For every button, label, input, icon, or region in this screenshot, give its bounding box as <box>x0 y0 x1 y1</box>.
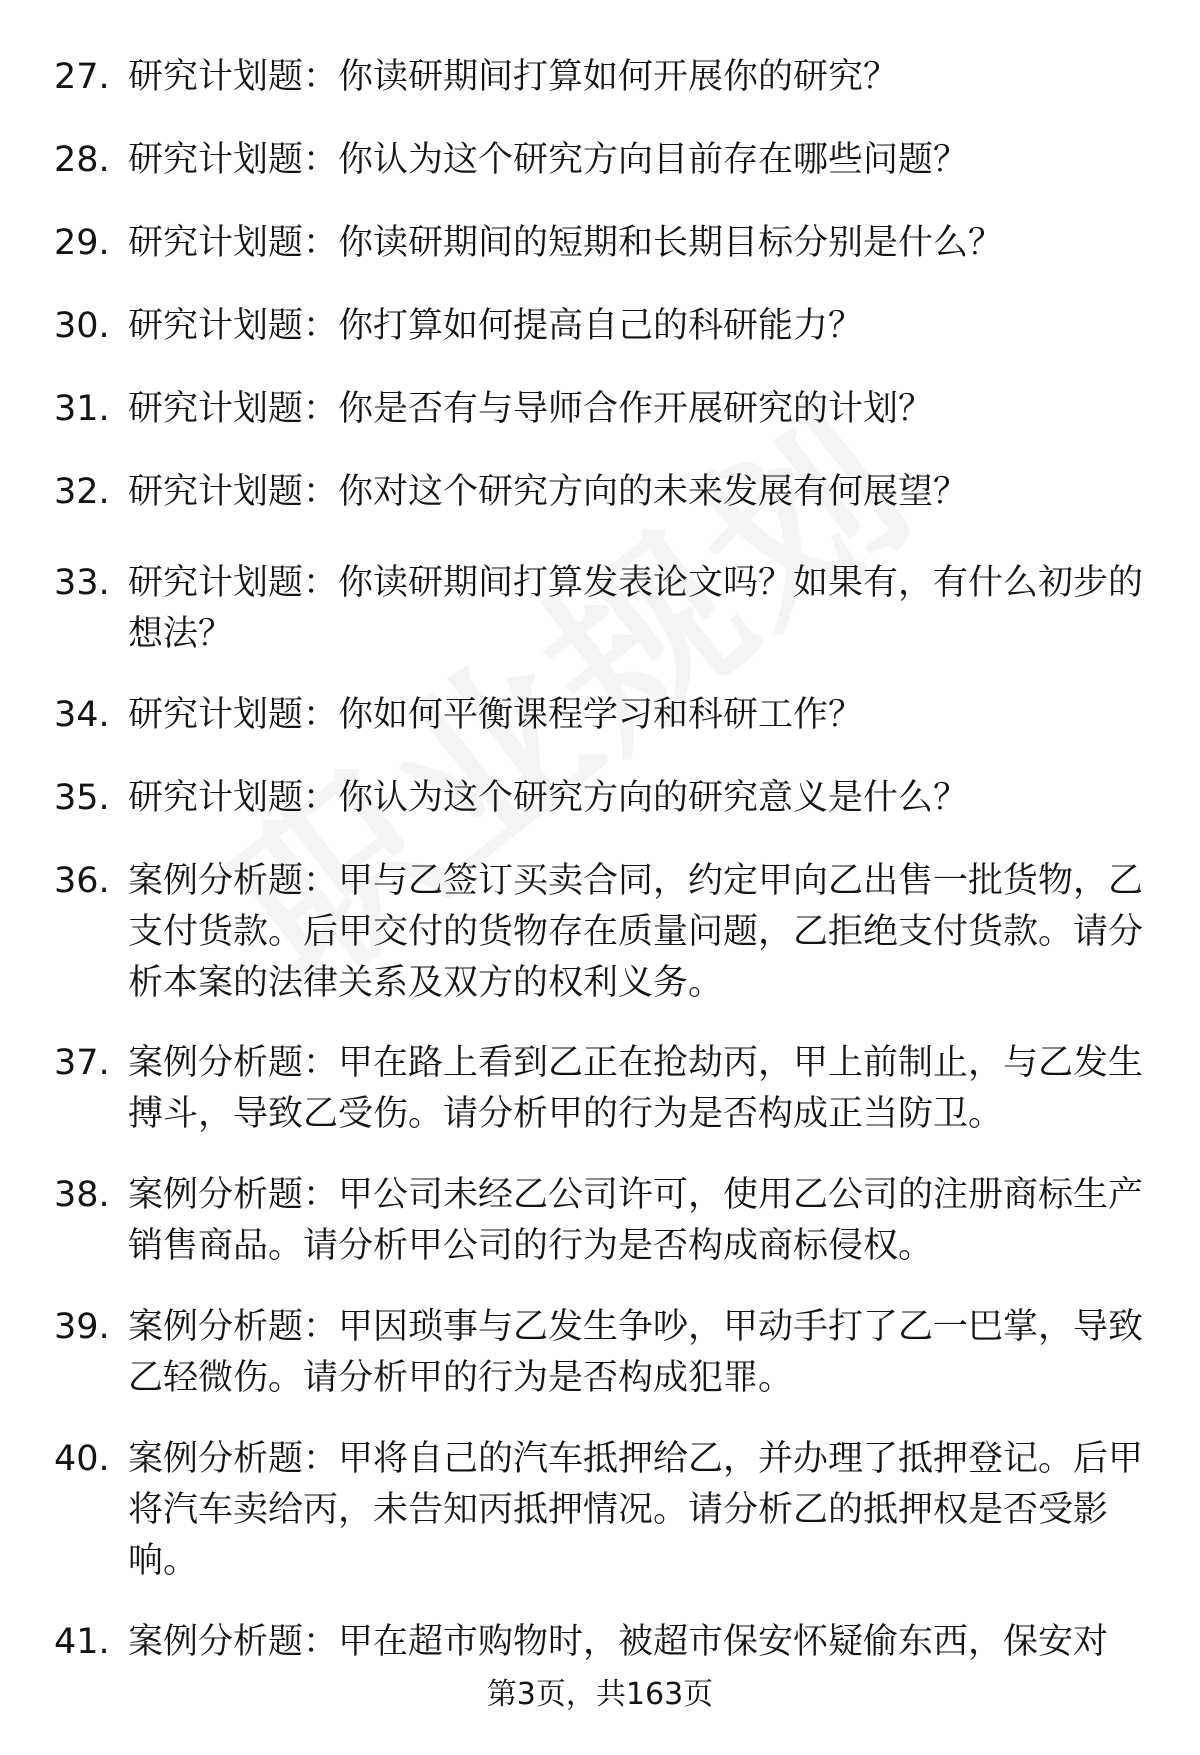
question-text: 研究计划题：你认为这个研究方向的研究意义是什么？ <box>128 778 969 818</box>
question-text: 研究计划题：你读研期间的短期和长期目标分别是什么？ <box>128 223 1004 263</box>
question-text: 研究计划题：你读研期间打算如何开展你的研究？ <box>128 57 899 97</box>
question-number: 30. <box>54 306 110 346</box>
question-text: 研究计划题：你打算如何提高自己的科研能力？ <box>128 306 864 346</box>
question-number: 34. <box>54 695 110 735</box>
question-text: 案例分析题：甲将自己的汽车抵押给乙，并办理了抵押登记。后甲将汽车卖给丙，未告知丙抵押情况。请分析乙的抵押权是否受影响。 <box>128 1439 1144 1581</box>
question-text: 案例分析题：甲在路上看到乙正在抢劫丙，甲上前制止，与乙发生搏斗，导致乙受伤。请分析甲的行为是否构成正当防卫。 <box>128 1043 1144 1134</box>
question-number: 35. <box>54 778 110 818</box>
page-footer: 第3页，共163页 <box>486 1677 714 1712</box>
question-text: 案例分析题：甲公司未经乙公司许可，使用乙公司的注册商标生产销售商品。请分析甲公司的行为是否构成商标侵权。 <box>128 1175 1144 1266</box>
question-text: 案例分析题：甲因琐事与乙发生争吵，甲动手打了乙一巴掌，导致乙轻微伤。请分析甲的行为是否构成犯罪。 <box>128 1307 1144 1398</box>
question-number: 31. <box>54 389 110 429</box>
question-number: 33. <box>54 563 110 603</box>
question-text: 研究计划题：你读研期间打算发表论文吗？如果有，有什么初步的想法？ <box>128 563 1144 654</box>
question-text: 研究计划题：你如何平衡课程学习和科研工作？ <box>128 695 864 735</box>
question-number: 32. <box>54 472 110 512</box>
question-number: 40. <box>54 1439 110 1479</box>
question-text: 案例分析题：甲在超市购物时，被超市保安怀疑偷东西，保安对 <box>128 1622 1109 1662</box>
question-number: 39. <box>54 1307 110 1347</box>
question-text: 研究计划题：你是否有与导师合作开展研究的计划？ <box>128 389 934 429</box>
question-text: 研究计划题：你对这个研究方向的未来发展有何展望？ <box>128 472 969 512</box>
question-text: 案例分析题：甲与乙签订买卖合同，约定甲向乙出售一批货物，乙支付货款。后甲交付的货物存在质量问题，乙拒绝支付货款。请分析本案的法律关系及双方的权利义务。 <box>128 861 1144 1003</box>
question-number: 36. <box>54 861 110 901</box>
question-number: 38. <box>54 1175 110 1215</box>
question-number: 41. <box>54 1622 110 1662</box>
question-number: 37. <box>54 1043 110 1083</box>
question-number: 27. <box>54 57 110 97</box>
question-number: 29. <box>54 223 110 263</box>
question-number: 28. <box>54 140 110 180</box>
question-text: 研究计划题：你认为这个研究方向目前存在哪些问题？ <box>128 140 969 180</box>
